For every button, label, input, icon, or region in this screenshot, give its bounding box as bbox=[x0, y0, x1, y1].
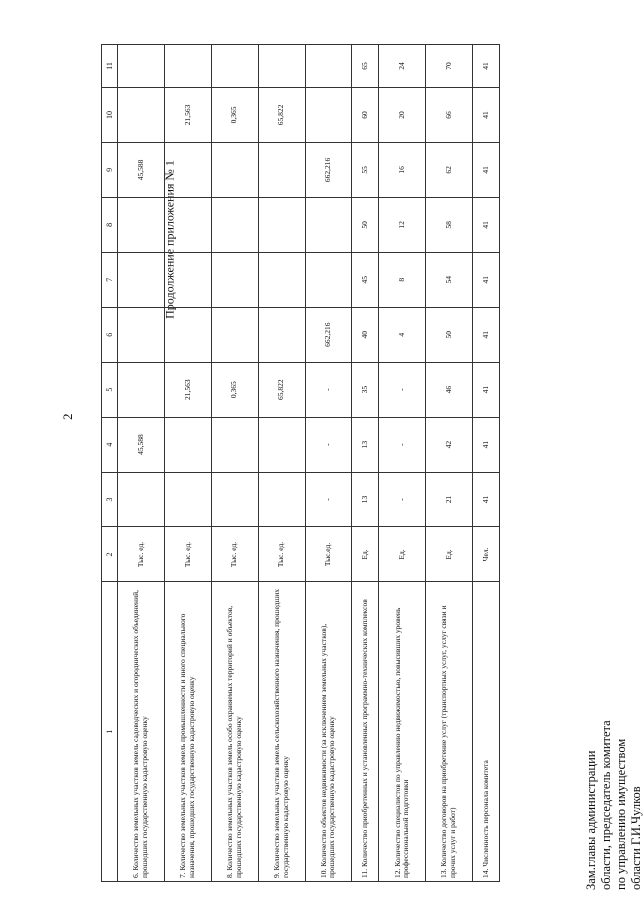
value-cell bbox=[258, 307, 305, 362]
value-cell bbox=[164, 252, 211, 307]
value-cell: - bbox=[379, 472, 426, 527]
unit-cell: Тыс. ед. bbox=[211, 527, 258, 582]
unit-cell: Тыс. ед. bbox=[258, 527, 305, 582]
table-header-row bbox=[102, 45, 118, 882]
value-cell: 0,365 bbox=[211, 88, 258, 143]
table-row bbox=[305, 45, 352, 882]
value-cell bbox=[305, 88, 352, 143]
table-row bbox=[379, 45, 426, 882]
value-cell: 8 bbox=[379, 252, 426, 307]
unit-cell: Ед. bbox=[379, 527, 426, 582]
value-cell: - bbox=[305, 417, 352, 472]
value-cell: 45,588 bbox=[118, 417, 165, 472]
value-cell: 16 bbox=[379, 142, 426, 197]
value-cell: 41 bbox=[473, 142, 500, 197]
value-cell: 35 bbox=[352, 362, 379, 417]
value-cell: 24 bbox=[379, 45, 426, 88]
value-cell bbox=[305, 45, 352, 88]
indicator-name-cell: 12. Количество специалистов по управлению недвижимостью, повысивших уровень профессиональной подготовки bbox=[379, 582, 426, 882]
column-header: 9 bbox=[102, 142, 118, 197]
signature-block bbox=[584, 720, 644, 890]
value-cell bbox=[164, 45, 211, 88]
value-cell: 662,216 bbox=[305, 307, 352, 362]
value-cell: 46 bbox=[426, 362, 473, 417]
signature-line: области, председатель комитета bbox=[599, 720, 613, 890]
value-cell: 41 bbox=[473, 472, 500, 527]
value-cell bbox=[164, 197, 211, 252]
value-cell bbox=[211, 417, 258, 472]
column-header: 1 bbox=[102, 582, 118, 882]
value-cell bbox=[118, 252, 165, 307]
indicators-table bbox=[101, 44, 500, 882]
value-cell: 662,216 bbox=[305, 142, 352, 197]
value-cell: 65 bbox=[352, 45, 379, 88]
column-header: 4 bbox=[102, 417, 118, 472]
value-cell: 42 bbox=[426, 417, 473, 472]
value-cell: 70 bbox=[426, 45, 473, 88]
value-cell bbox=[118, 307, 165, 362]
value-cell bbox=[258, 142, 305, 197]
indicator-name-cell: 7. Количество земельных участков земель промышленности и иного специального назначения, прошедших государственную кадастровую оценку bbox=[164, 582, 211, 882]
value-cell bbox=[118, 197, 165, 252]
indicator-name-cell: 14. Численность персонала комитета bbox=[473, 582, 500, 882]
column-header: 7 bbox=[102, 252, 118, 307]
unit-cell: Тыс. ед. bbox=[164, 527, 211, 582]
value-cell: 13 bbox=[352, 417, 379, 472]
value-cell bbox=[258, 45, 305, 88]
value-cell bbox=[118, 45, 165, 88]
value-cell bbox=[164, 472, 211, 527]
value-cell: 41 bbox=[473, 45, 500, 88]
value-cell: 60 bbox=[352, 88, 379, 143]
column-header: 8 bbox=[102, 197, 118, 252]
value-cell bbox=[211, 45, 258, 88]
value-cell bbox=[258, 417, 305, 472]
value-cell bbox=[164, 417, 211, 472]
value-cell bbox=[211, 472, 258, 527]
column-header: 10 bbox=[102, 88, 118, 143]
indicators-table-container bbox=[101, 44, 500, 882]
value-cell: 41 bbox=[473, 307, 500, 362]
value-cell: 4 bbox=[379, 307, 426, 362]
indicator-name-cell: 13. Количество договоров на приобретение услуг (транспортных услуг, услуг связи и прочих услуг и работ) bbox=[426, 582, 473, 882]
column-header: 6 bbox=[102, 307, 118, 362]
value-cell: 0,365 bbox=[211, 362, 258, 417]
column-header: 5 bbox=[102, 362, 118, 417]
table-row bbox=[352, 45, 379, 882]
signature-line: области Г.И.Чулков bbox=[629, 786, 643, 890]
value-cell bbox=[118, 472, 165, 527]
value-cell bbox=[258, 197, 305, 252]
value-cell: 41 bbox=[473, 197, 500, 252]
value-cell: 12 bbox=[379, 197, 426, 252]
value-cell bbox=[211, 197, 258, 252]
value-cell: 41 bbox=[473, 252, 500, 307]
column-header: 2 bbox=[102, 527, 118, 582]
value-cell: 45 bbox=[352, 252, 379, 307]
value-cell: 41 bbox=[473, 88, 500, 143]
signature-line: по управлению имуществом bbox=[614, 738, 628, 890]
indicator-name-cell: 10. Количество объектов недвижимости (за исключением земельных участков), прошедших государственную кадастровую оценку bbox=[305, 582, 352, 882]
value-cell: 13 bbox=[352, 472, 379, 527]
value-cell bbox=[118, 88, 165, 143]
value-cell: 65,822 bbox=[258, 88, 305, 143]
appendix-heading: Продолжение приложения № 1 bbox=[162, 160, 177, 319]
value-cell bbox=[211, 307, 258, 362]
value-cell bbox=[118, 362, 165, 417]
column-header: 11 bbox=[102, 45, 118, 88]
table-row bbox=[426, 45, 473, 882]
value-cell bbox=[305, 197, 352, 252]
value-cell: - bbox=[379, 417, 426, 472]
value-cell: 65,822 bbox=[258, 362, 305, 417]
page-number: 2 bbox=[60, 413, 75, 420]
signature-line: Зам.главы администрации bbox=[584, 750, 598, 890]
table-row bbox=[473, 45, 500, 882]
value-cell bbox=[258, 252, 305, 307]
value-cell: 41 bbox=[473, 362, 500, 417]
indicator-name-cell: 6. Количество земельных участков земель садоводческих и огороднических объединений, прошедших государственную кадастровую оценку bbox=[118, 582, 165, 882]
value-cell: 21 bbox=[426, 472, 473, 527]
value-cell: 50 bbox=[352, 197, 379, 252]
value-cell bbox=[211, 142, 258, 197]
unit-cell: Ед. bbox=[352, 527, 379, 582]
value-cell bbox=[164, 307, 211, 362]
value-cell: 41 bbox=[473, 417, 500, 472]
value-cell: - bbox=[305, 472, 352, 527]
table-row bbox=[118, 45, 165, 882]
value-cell: 45,588 bbox=[118, 142, 165, 197]
unit-cell: Чел. bbox=[473, 527, 500, 582]
table-row bbox=[211, 45, 258, 882]
value-cell: 66 bbox=[426, 88, 473, 143]
table-row bbox=[258, 45, 305, 882]
value-cell: 21,563 bbox=[164, 362, 211, 417]
value-cell: 58 bbox=[426, 197, 473, 252]
unit-cell: Ед. bbox=[426, 527, 473, 582]
value-cell: 21,563 bbox=[164, 88, 211, 143]
indicator-name-cell: 9. Количество земельных участков земель сельскохозяйственного назначения, прошедших государственную кадастровую оценку bbox=[258, 582, 305, 882]
value-cell bbox=[164, 142, 211, 197]
value-cell: 55 bbox=[352, 142, 379, 197]
unit-cell: Тыс.ед. bbox=[305, 527, 352, 582]
table-row bbox=[164, 45, 211, 882]
value-cell: - bbox=[379, 362, 426, 417]
value-cell bbox=[258, 472, 305, 527]
column-header: 3 bbox=[102, 472, 118, 527]
value-cell: 54 bbox=[426, 252, 473, 307]
indicator-name-cell: 11. Количество приобретенных и установленных программно-технических комплексов bbox=[352, 582, 379, 882]
value-cell: 50 bbox=[426, 307, 473, 362]
indicator-name-cell: 8. Количество земельных участков земель особо охраняемых территорий и объектов, прошедших государственную кадастровую оценку bbox=[211, 582, 258, 882]
value-cell: 40 bbox=[352, 307, 379, 362]
value-cell bbox=[305, 252, 352, 307]
unit-cell: Тыс. ед. bbox=[118, 527, 165, 582]
value-cell: 20 bbox=[379, 88, 426, 143]
value-cell: 62 bbox=[426, 142, 473, 197]
value-cell: - bbox=[305, 362, 352, 417]
value-cell bbox=[211, 252, 258, 307]
